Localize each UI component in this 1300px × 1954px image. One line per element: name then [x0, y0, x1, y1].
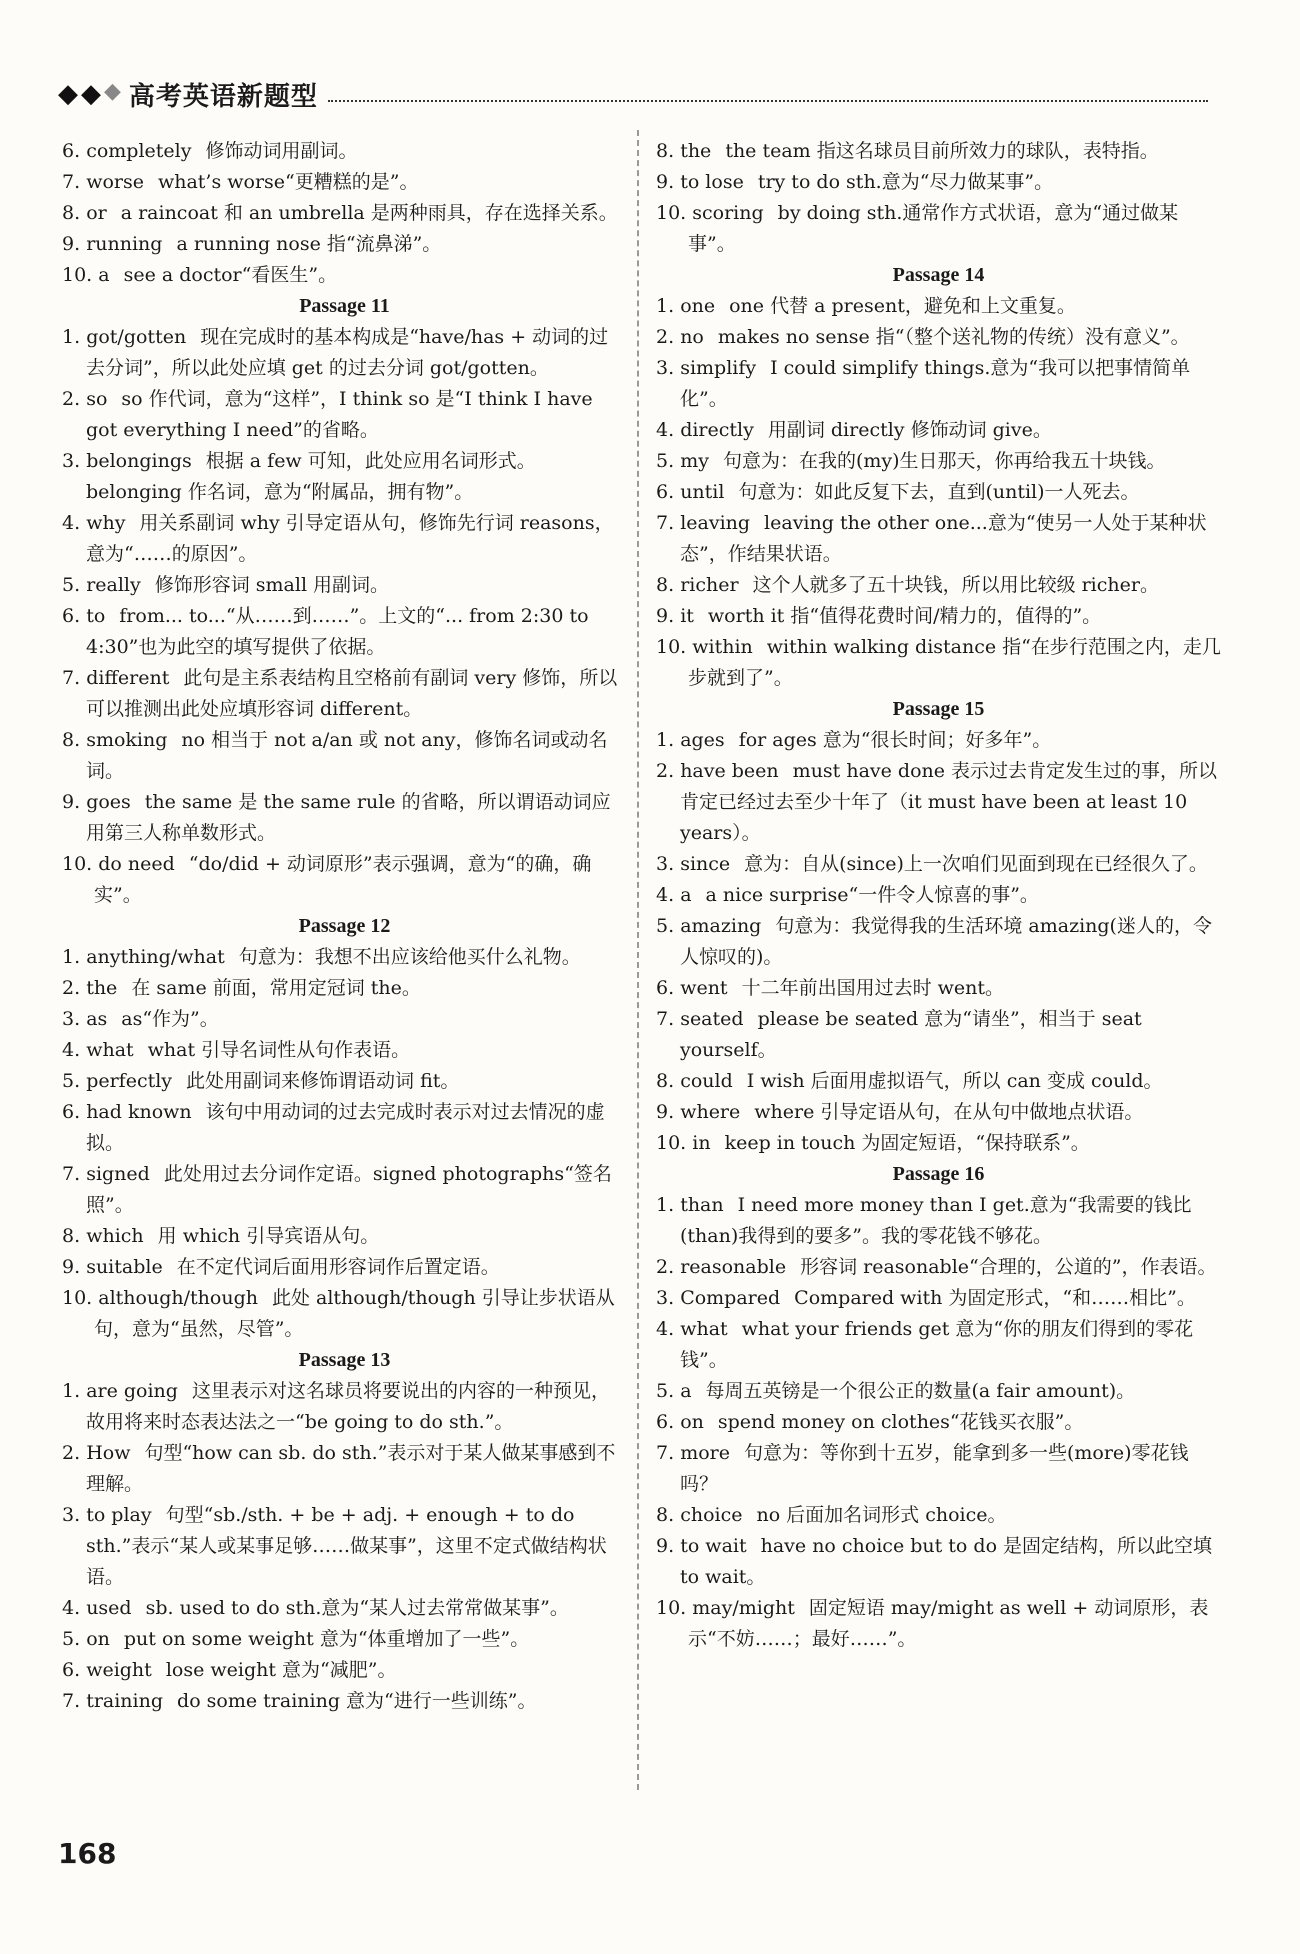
answer: one	[680, 295, 716, 317]
answer: as	[86, 1008, 108, 1030]
explanation: where 引导定语从句，在从句中做地点状语。	[754, 1101, 1144, 1123]
answer-item	[62, 849, 627, 911]
answer-item	[62, 136, 627, 167]
item-number: 4.	[656, 419, 675, 441]
answer-item	[62, 384, 627, 446]
explanation: a running nose 指“流鼻涕”。	[176, 233, 442, 255]
item-number: 7.	[62, 1690, 81, 1712]
answer-item	[62, 1376, 627, 1438]
answer-item	[656, 353, 1221, 415]
page-number: 168	[58, 1837, 117, 1870]
item-number: 6.	[62, 605, 81, 627]
explanation: 此处 although/though 引导让步状语从句，意为“虽然，尽管”。	[94, 1287, 615, 1340]
explanation: leaving the other one...意为“使另一人处于某种状态”，作结果状语。	[680, 512, 1207, 565]
answer-item	[656, 291, 1221, 322]
explanation: no 后面加名词形式 choice。	[756, 1504, 1007, 1526]
answer: to play	[86, 1504, 152, 1526]
answer: it	[680, 605, 694, 627]
answer-item	[656, 136, 1221, 167]
item-number: 9.	[656, 1101, 675, 1123]
answer-item	[656, 1097, 1221, 1128]
item-number: 9.	[62, 233, 81, 255]
answer: got/gotten	[86, 326, 187, 348]
answer: weight	[86, 1659, 152, 1681]
answer: in	[692, 1132, 711, 1154]
item-number: 9.	[62, 1256, 81, 1278]
item-number: 10.	[656, 202, 687, 224]
answer-item	[62, 260, 627, 291]
answer: why	[86, 512, 126, 534]
answer-item	[656, 570, 1221, 601]
item-number: 8.	[656, 574, 675, 596]
item-number: 8.	[62, 1225, 81, 1247]
passage-title: Passage 11	[299, 295, 390, 317]
explanation: 在 same 前面，常用定冠词 the。	[131, 977, 421, 999]
explanation: 每周五英镑是一个很公正的数量(a fair amount)。	[705, 1380, 1136, 1402]
answer-item	[62, 1624, 627, 1655]
answer: anything/what	[86, 946, 225, 968]
answer-item	[656, 1314, 1221, 1376]
answer: suitable	[86, 1256, 163, 1278]
book-title: 高考英语新题型	[128, 81, 318, 112]
answer-item	[656, 1066, 1221, 1097]
answer-item	[656, 415, 1221, 446]
item-number: 9.	[656, 171, 675, 193]
answer: signed	[86, 1163, 150, 1185]
answer: do need	[98, 853, 175, 875]
answer: until	[680, 481, 725, 503]
item-number: 7.	[656, 512, 675, 534]
answer: are going	[86, 1380, 178, 1402]
answer: goes	[86, 791, 131, 813]
item-number: 10.	[656, 1132, 687, 1154]
answer-item	[62, 229, 627, 260]
item-number: 4.	[62, 1597, 81, 1619]
explanation: have no choice but to do 是固定结构，所以此空填 to wait。	[680, 1535, 1213, 1588]
item-number: 7.	[656, 1442, 675, 1464]
answer: running	[86, 233, 163, 255]
item-number: 7.	[62, 1163, 81, 1185]
header-dotted-rule	[328, 100, 1208, 102]
passage-title: Passage 15	[892, 698, 985, 720]
item-number: 8.	[62, 202, 81, 224]
right-column	[656, 136, 1221, 1655]
explanation: 用副词 directly 修饰动词 give。	[767, 419, 1052, 441]
explanation: as“作为”。	[121, 1008, 219, 1030]
item-number: 2.	[656, 326, 675, 348]
item-number: 3.	[656, 357, 675, 379]
explanation: 形容词 reasonable“合理的，公道的”，作表语。	[800, 1256, 1217, 1278]
answer: than	[680, 1194, 724, 1216]
answer: to lose	[680, 171, 744, 193]
left-column	[62, 136, 627, 1717]
answer: perfectly	[86, 1070, 173, 1092]
answer: had known	[86, 1101, 192, 1123]
explanation: the same 是 the same rule 的省略，所以谓语动词应用第三人称单数形式。	[86, 791, 611, 844]
item-number: 1.	[62, 326, 81, 348]
answer: may/might	[692, 1597, 795, 1619]
item-number: 5.	[62, 1070, 81, 1092]
answer: Compared	[680, 1287, 781, 1309]
answer-item	[656, 477, 1221, 508]
answer: or	[86, 202, 107, 224]
answer: belongings	[86, 450, 192, 472]
explanation: I could simplify things.意为“我可以把事情简单化”。	[680, 357, 1191, 410]
item-number: 1.	[62, 1380, 81, 1402]
item-number: 6.	[656, 1411, 675, 1433]
item-number: 7.	[62, 667, 81, 689]
answer-item	[62, 601, 627, 663]
item-number: 6.	[62, 1101, 81, 1123]
explanation: what’s worse“更糟糕的是”。	[157, 171, 419, 193]
answer: scoring	[692, 202, 764, 224]
answer-item	[62, 1686, 627, 1717]
answer: have been	[680, 760, 779, 782]
item-number: 5.	[656, 450, 675, 472]
answer: completely	[86, 140, 192, 162]
explanation: the team 指这名球员目前所效力的球队，表特指。	[725, 140, 1159, 162]
explanation: one 代替 a present，避免和上文重复。	[729, 295, 1076, 317]
item-number: 1.	[656, 729, 675, 751]
explanation: “do/did + 动词原形”表示强调，意为“的确，确实”。	[94, 853, 592, 906]
answer-item	[62, 1097, 627, 1159]
answer-item	[62, 942, 627, 973]
explanation: what 引导名词性从句作表语。	[147, 1039, 411, 1061]
answer: no	[680, 326, 704, 348]
answer: reasonable	[680, 1256, 787, 1278]
explanation: 此处用副词来修饰谓语动词 fit。	[186, 1070, 460, 1092]
answer: used	[86, 1597, 132, 1619]
explanation: 现在完成时的基本构成是“have/has + 动词的过去分词”，所以此处应填 get 的过去分词 got/gotten。	[86, 326, 609, 379]
answer-item	[62, 1159, 627, 1221]
answer: what	[86, 1039, 134, 1061]
item-number: 3.	[62, 1008, 81, 1030]
answer: a	[680, 884, 692, 906]
answer-item	[62, 1221, 627, 1252]
explanation: within walking distance 指“在步行范围之内，走几步就到了”。	[688, 636, 1221, 689]
answer: directly	[680, 419, 754, 441]
answer: worse	[86, 171, 144, 193]
explanation: 这个人就多了五十块钱，所以用比较级 richer。	[752, 574, 1159, 596]
item-number: 4.	[62, 512, 81, 534]
answer: smoking	[86, 729, 168, 751]
answer: simplify	[680, 357, 757, 379]
answer: different	[86, 667, 170, 689]
item-number: 4.	[656, 1318, 675, 1340]
answer-item	[62, 1066, 627, 1097]
item-number: 7.	[62, 171, 81, 193]
explanation: 句意为：在我的(my)生日那天，你再给我五十块钱。	[722, 450, 1166, 472]
explanation: 句意为：如此反复下去，直到(until)一人死去。	[738, 481, 1140, 503]
answer-item	[62, 1035, 627, 1066]
item-number: 2.	[62, 1442, 81, 1464]
explanation: 修饰形容词 small 用副词。	[154, 574, 390, 596]
explanation: sb. used to do sth.意为“某人过去常常做某事”。	[145, 1597, 569, 1619]
item-number: 2.	[656, 1256, 675, 1278]
item-number: 2.	[656, 760, 675, 782]
item-number: 8.	[656, 1504, 675, 1526]
explanation: I need more money than I get.意为“我需要的钱比(than)我得到的要多”。我的零花钱不够花。	[680, 1194, 1192, 1247]
answer-item	[62, 787, 627, 849]
explanation: makes no sense 指“（整个送礼物的传统）没有意义”。	[717, 326, 1190, 348]
answer: which	[86, 1225, 144, 1247]
answer: training	[86, 1690, 164, 1712]
diamond-icons	[58, 81, 121, 107]
item-number: 5.	[656, 915, 675, 937]
answer: since	[680, 853, 731, 875]
diamond-icon: ◆	[104, 79, 121, 104]
answer-item	[62, 1655, 627, 1686]
answer-item	[656, 601, 1221, 632]
answer-item	[62, 973, 627, 1004]
answer-item	[62, 1593, 627, 1624]
explanation: no 相当于 not a/an 或 not any，修饰名词或动名词。	[86, 729, 608, 782]
explanation: 句意为：我觉得我的生活环境 amazing(迷人的，令人惊叹的)。	[680, 915, 1212, 968]
explanation: spend money on clothes“花钱买衣服”。	[717, 1411, 1084, 1433]
explanation: try to do sth.意为“尽力做某事”。	[757, 171, 1054, 193]
answer-item	[62, 198, 627, 229]
page-header	[58, 74, 1208, 114]
item-number: 8.	[62, 729, 81, 751]
answer-item	[656, 322, 1221, 353]
answer-item	[62, 446, 627, 508]
item-number: 10.	[62, 1287, 93, 1309]
answer-item	[62, 1004, 627, 1035]
explanation: 在不定代词后面用形容词作后置定语。	[176, 1256, 500, 1278]
answer-item	[62, 167, 627, 198]
explanation: 句型“how can sb. do sth.”表示对于某人做某事感到不理解。	[86, 1442, 616, 1495]
explanation: put on some weight 意为“体重增加了一些”。	[123, 1628, 530, 1650]
explanation: must have done 表示过去肯定发生过的事，所以肯定已经过去至少十年了（it must have been at least 10 years）。	[680, 760, 1218, 844]
answer-item	[656, 1190, 1221, 1252]
answer: really	[86, 574, 141, 596]
explanation: 这里表示对这名球员将要说出的内容的一种预见，故用将来时态表达法之一“be going to do sth.”。	[86, 1380, 610, 1433]
explanation: so 作代词，意为“这样”，I think so 是“I think I have got everything I need”的省略。	[86, 388, 593, 441]
explanation: 句型“sb./sth. + be + adj. + enough + to do sth.”表示“某人或某事足够……做某事”，这里不定式做结构状语。	[86, 1504, 607, 1588]
answer: seated	[680, 1008, 744, 1030]
item-number: 5.	[62, 574, 81, 596]
answer-item	[656, 725, 1221, 756]
explanation: 该句中用动词的过去完成时表示对过去情况的虚拟。	[86, 1101, 605, 1154]
item-number: 9.	[656, 605, 675, 627]
answer: could	[680, 1070, 733, 1092]
item-number: 1.	[656, 295, 675, 317]
answer: on	[86, 1628, 110, 1650]
answer: the	[680, 140, 712, 162]
answer: went	[680, 977, 728, 999]
item-number: 10.	[656, 636, 687, 658]
answer-item	[62, 322, 627, 384]
explanation: 句意为：我想不出应该给他买什么礼物。	[238, 946, 581, 968]
item-number: 2.	[62, 977, 81, 999]
answer: so	[86, 388, 108, 410]
explanation: I wish 后面用虚拟语气，所以 can 变成 could。	[746, 1070, 1163, 1092]
answer-item	[656, 1438, 1221, 1500]
answer-item	[656, 198, 1221, 260]
item-number: 2.	[62, 388, 81, 410]
explanation: 意为：自从(since)上一次咱们见面到现在已经很久了。	[744, 853, 1208, 875]
item-number: 7.	[656, 1008, 675, 1030]
answer-item	[656, 911, 1221, 973]
answer-item	[62, 1500, 627, 1593]
explanation: 用关系副词 why 引导定语从句，修饰先行词 reasons，意为“……的原因”。	[86, 512, 614, 565]
item-number: 8.	[656, 1070, 675, 1092]
item-number: 5.	[62, 1628, 81, 1650]
item-number: 4.	[62, 1039, 81, 1061]
item-number: 3.	[62, 1504, 81, 1526]
item-number: 4.	[656, 884, 675, 906]
explanation: 此句是主系表结构且空格前有副词 very 修饰，所以可以推测出此处应填形容词 different。	[86, 667, 618, 720]
answer-item	[656, 1252, 1221, 1283]
answer: choice	[680, 1504, 743, 1526]
answer-item	[62, 663, 627, 725]
explanation: 修饰动词用副词。	[205, 140, 358, 162]
explanation: from... to...“从……到……”。上文的“... from 2:30 to 4:30”也为此空的填写提供了依据。	[86, 605, 589, 658]
answer-item	[62, 725, 627, 787]
answer-item	[656, 632, 1221, 694]
passage-title: Passage 14	[892, 264, 985, 286]
answer-item	[656, 1004, 1221, 1066]
item-number: 8.	[656, 140, 675, 162]
explanation: by doing sth.通常作方式状语，意为“通过做某事”。	[688, 202, 1179, 255]
passage-title: Passage 13	[298, 1349, 391, 1371]
answer: more	[680, 1442, 730, 1464]
answer-item	[62, 508, 627, 570]
item-number: 6.	[62, 1659, 81, 1681]
answer-item	[62, 1438, 627, 1500]
diamond-icon: ◆	[81, 79, 101, 109]
item-number: 10.	[656, 1597, 687, 1619]
answer: although/though	[98, 1287, 258, 1309]
passage-title: Passage 12	[298, 915, 391, 937]
passage-title: Passage 16	[892, 1163, 985, 1185]
explanation: a raincoat 和 an umbrella 是两种雨具，存在选择关系。	[120, 202, 618, 224]
answer: to wait	[680, 1535, 747, 1557]
item-number: 3.	[62, 450, 81, 472]
item-number: 10.	[62, 264, 93, 286]
answer: where	[680, 1101, 741, 1123]
answer: a	[98, 264, 110, 286]
item-number: 5.	[656, 1380, 675, 1402]
answer-item	[62, 1283, 627, 1345]
explanation: a nice surprise“一件令人惊喜的事”。	[705, 884, 1039, 906]
answer: to	[86, 605, 106, 627]
item-number: 6.	[656, 977, 675, 999]
answer: within	[692, 636, 753, 658]
item-number: 6.	[62, 140, 81, 162]
answer: what	[680, 1318, 728, 1340]
explanation: please be seated 意为“请坐”，相当于 seat yourself。	[680, 1008, 1142, 1061]
answer-item	[656, 167, 1221, 198]
answer-item	[656, 508, 1221, 570]
answer: amazing	[680, 915, 762, 937]
answer-item	[656, 1283, 1221, 1314]
answer: leaving	[680, 512, 751, 534]
answer: a	[680, 1380, 692, 1402]
explanation: 用 which 引导宾语从句。	[157, 1225, 380, 1247]
explanation: lose weight 意为“减肥”。	[165, 1659, 397, 1681]
diamond-icon: ◆	[58, 79, 78, 109]
explanation: 固定短语 may/might as well + 动词原形，表示“不妨……；最好……”。	[688, 1597, 1209, 1650]
item-number: 3.	[656, 853, 675, 875]
explanation: 根据 a few 可知，此处应用名词形式。belonging 作名词，意为“附属品，拥有物”。	[86, 450, 536, 503]
explanation: 十二年前出国用过去时 went。	[741, 977, 1004, 999]
explanation: Compared with 为固定形式，“和……相比”。	[794, 1287, 1196, 1309]
answer-item	[656, 880, 1221, 911]
answer-item	[62, 570, 627, 601]
explanation: do some training 意为“进行一些训练”。	[177, 1690, 537, 1712]
item-number: 6.	[656, 481, 675, 503]
item-number: 9.	[656, 1535, 675, 1557]
answer-item	[656, 1376, 1221, 1407]
answer-item	[656, 1500, 1221, 1531]
answer-item	[656, 446, 1221, 477]
item-number: 10.	[62, 853, 93, 875]
explanation: 此处用过去分词作定语。signed photographs“签名照”。	[86, 1163, 612, 1216]
explanation: worth it 指“值得花费时间/精力的，值得的”。	[707, 605, 1102, 627]
explanation: keep in touch 为固定短语，“保持联系”。	[724, 1132, 1090, 1154]
answer-item	[656, 1407, 1221, 1438]
item-number: 3.	[656, 1287, 675, 1309]
explanation: see a doctor“看医生”。	[123, 264, 338, 286]
answer: the	[86, 977, 118, 999]
explanation: 句意为：等你到十五岁，能拿到多一些(more)零花钱吗？	[680, 1442, 1189, 1495]
column-divider	[637, 130, 639, 1790]
item-number: 1.	[656, 1194, 675, 1216]
answer-item	[656, 849, 1221, 880]
answer-item	[62, 1252, 627, 1283]
answer: How	[86, 1442, 131, 1464]
answer: richer	[680, 574, 739, 596]
item-number: 9.	[62, 791, 81, 813]
explanation: what your friends get 意为“你的朋友们得到的零花钱”。	[680, 1318, 1194, 1371]
answer: my	[680, 450, 709, 472]
answer-item	[656, 756, 1221, 849]
answer-item	[656, 1531, 1221, 1593]
item-number: 1.	[62, 946, 81, 968]
answer: on	[680, 1411, 704, 1433]
answer-item	[656, 1128, 1221, 1159]
answer-item	[656, 1593, 1221, 1655]
explanation: for ages 意为“很长时间；好多年”。	[738, 729, 1052, 751]
answer-item	[656, 973, 1221, 1004]
answer: ages	[680, 729, 725, 751]
